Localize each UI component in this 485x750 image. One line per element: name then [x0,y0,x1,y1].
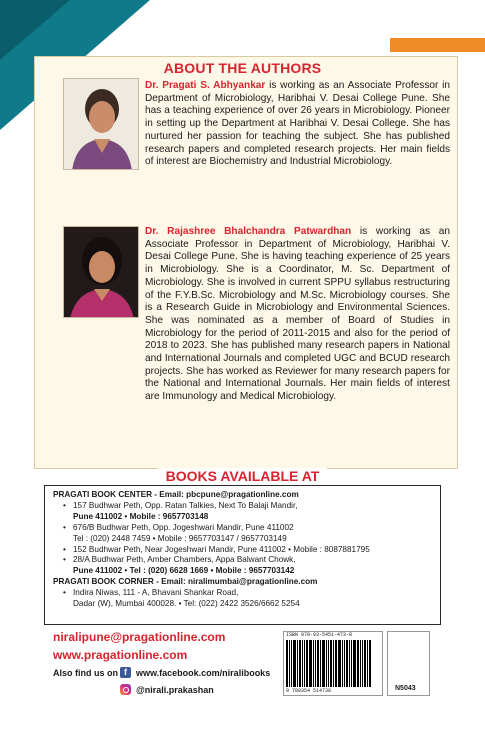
books-title-wrap [0,470,485,488]
website-link[interactable]: www.pragationline.com [53,648,188,662]
barcode-bar [320,640,321,687]
book-corner-list [53,588,438,610]
barcode-number: 9 789354 514738 [286,688,332,694]
barcode-bar [328,640,329,687]
contact-line: Dadar (W), Mumbai 400028. • Tel: (022) 2422 3526/6662 5254 [73,599,300,609]
author2-bio-text: is working as an Associate Professor in Department of Microbiology, Haribhai V. Desai College Pune. She is having teaching experience of 25 years in Microbiology. She is a Coordinator, M. Sc. Department of Microbiology. She is involved in current SPPU syllabus restructuring of the F.Y.B.Sc. Microbiology and M.Sc. Microbiology courses. She is a Research Guide in Microbiology and Environmental Sciences. She was nominated as a member of Board of Studies in Microbiology for the period of 2011-2015 and also for the period of 2018 to 2023. She has published many research papers in National and International Journals and completed UGC and BCUD research projects. She has worked as Reviewer for many research papers for the National and International Journals. Her main fields of interest are Immunology and Medical Microbiology. [145,226,450,403]
barcode-bar [364,640,366,687]
author2-portrait-icon [64,227,139,318]
barcode-bar [360,640,361,687]
barcode-bar [286,640,288,687]
contact-email-link[interactable]: niralipune@pragationline.com [53,630,226,644]
list-item [53,523,438,545]
barcode-bar [297,640,298,687]
barcode-icon [286,640,380,687]
contact-line: Pune 411002 • Tel : (020) 6628 1669 • Mobile : 9657703142 [73,566,295,576]
author1-photo [63,78,139,170]
barcode-bar [289,640,290,687]
barcode-bar [304,640,305,687]
barcode-bar [342,640,343,687]
author1-bio-text: is working as an Associate Professor in Department of Microbiology, Haribhai V. Desai College Pune. She has a teaching experience of over 26 years in Microbiology. Pioneer in setting up the Department at Haribhai V. Desai College. She has nurtured her passion for teaching the subject. She has published research papers and completed research projects. Her main fields of interest are Biochemistry and Industrial Microbiology. [145,80,450,168]
barcode-bar [349,640,350,687]
barcode-bar [330,640,332,687]
author1-bio [145,80,450,169]
barcode-bar [353,640,356,687]
barcode-bar [306,640,308,687]
barcode-bar [299,640,301,687]
list-item [53,545,438,556]
address-line: • 152 Budhwar Peth, Near Jogeshwari Mandir, Pune 411002 • Mobile : 8087881795 [73,544,370,554]
instagram-row[interactable] [120,684,214,695]
instagram-icon [120,684,131,695]
contact-line: Pune 411002 • Mobile : 9657703148 [73,511,209,521]
barcode-bar [357,640,359,687]
address-line: • 676/B Budhwar Peth, Opp. Jogeshwari Mandir, Pune 411002 [73,522,294,532]
barcode-bar [326,640,327,687]
address-line: • 157 Budhwar Peth, Opp. Ratan Talkies, Next To Balaji Mandir, [73,500,298,510]
barcode-bar [322,640,325,687]
barcode-bar [291,640,292,687]
facebook-link[interactable]: www.facebook.com/niralibooks [136,667,271,678]
facebook-row[interactable] [120,667,270,678]
barcode-bar [302,640,303,687]
author2-photo [63,226,139,318]
barcode-bar [335,640,337,687]
dark-teal-corner-decoration [0,0,70,60]
author2-bio [145,226,450,404]
orange-accent-bar [390,38,485,52]
barcode-bar [309,640,312,687]
barcode-bar [367,640,368,687]
book-code: N5043 [395,685,416,692]
barcode-bar [362,640,363,687]
author1-portrait-icon [64,79,139,170]
list-item [53,588,438,610]
barcode-bar [333,640,334,687]
about-authors-title: ABOUT THE AUTHORS [163,60,322,76]
list-item [53,501,438,523]
barcode-bar [338,640,341,687]
barcode-bar [317,640,319,687]
books-content [53,490,438,610]
address-line: • 28/A Budhwar Peth, Amber Chambers, Appa Balwant Chowk, [73,555,296,565]
barcode-bar [315,640,316,687]
barcode-bar [351,640,352,687]
barcode-bar [346,640,348,687]
books-available-title: BOOKS AVAILABLE AT [158,468,328,484]
barcode-bar [313,640,314,687]
isbn-text: ISBN 978-93-5451-473-8 [286,632,353,638]
book-center-list [53,501,438,577]
book-corner-header: PRAGATI BOOK CORNER - Email: niralimumbai@pragationline.com [53,577,318,587]
author1-name: Dr. Pragati S. Abhyankar [145,80,266,91]
book-center-header: PRAGATI BOOK CENTER - Email: pbcpune@pragationline.com [53,490,299,499]
barcode-bar [344,640,345,687]
contact-line: Tel : (020) 2448 7459 • Mobile : 9657703147 / 9657703149 [73,533,287,543]
find-us-label: Also find us on [53,668,118,678]
facebook-icon: f [120,667,131,678]
address-line: • Indira Niwas, 111 - A, Bhavani Shankar Road, [73,588,239,598]
instagram-handle[interactable]: @nirali.prakashan [136,684,214,695]
barcode-bar [293,640,296,687]
author2-name: Dr. Rajashree Bhalchandra Patwardhan [145,226,352,237]
barcode-bar [369,640,371,687]
list-item [53,555,438,577]
